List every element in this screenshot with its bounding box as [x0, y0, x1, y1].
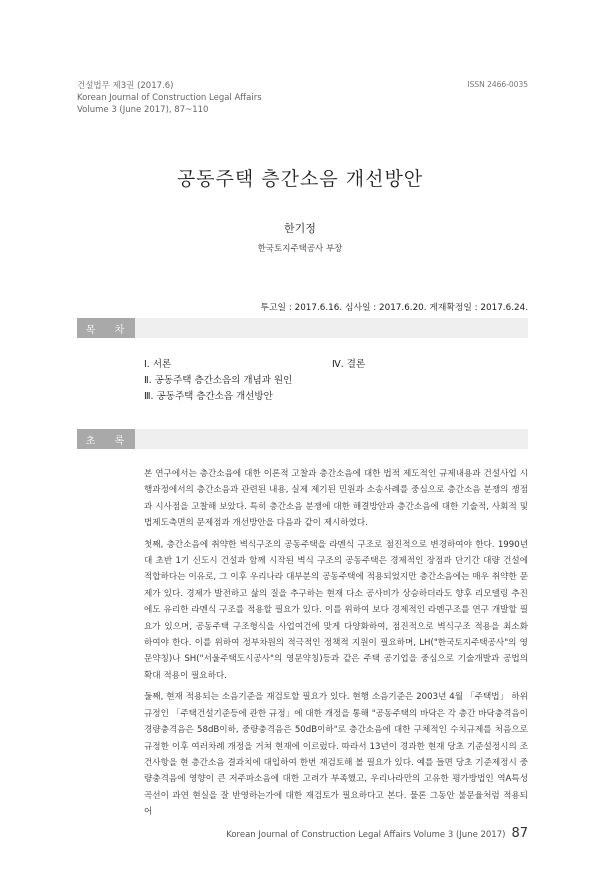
issn: ISSN 2466-0035 [467, 80, 528, 89]
toc-item: Ⅳ. 결론 [332, 359, 366, 370]
abstract-paragraph: 첫째, 층간소음에 취약한 벽식구조의 공동주택을 라멘식 구조로 점진적으로 변경하여야 한다. 1990년대 초반 1기 신도시 건설과 함께 시작된 벽식 구조의 공동주택은 경제적인 장점과 단기간 대량 건설에 적합하다는 이유로, 그 이후 우리나라 대부분의 공동주택에 적용되었지만 층간소음에는 매우 취약한 문제가 있다. 경제가 발전하고 삶의 질을 추구하는 현재 다소 공사비가 상승하더라도 향후 리모델링 추진에도 유리한 라멘식 구조를 적용할 필요가 있다. 이를 위하여 보다 경제적인 라멘구조를 연구 개발할 필요가 있으며, 공동주택 구조형식을 사업여건에 맞게 다양화하여, 점진적으로 벽식구조 적용을 최소화 하여야 한다. 이를 위하여 정부차원의 적극적인 정책적 지원이 필요하며, LH("한국토지주택공사"의 영문약칭)나 SH("서울주택도시공사"의 영문약칭)등과 같은 주택 공기업을 중심으로 기술개발과 공법의 확대 적용이 필요하다. [144, 539, 528, 681]
page-number: 87 [511, 826, 528, 841]
page-footer [226, 826, 528, 841]
journal-header [77, 80, 262, 116]
toc-section-bar [77, 318, 528, 338]
abstract-paragraph: 본 연구에서는 층간소음에 대한 이론적 고찰과 층간소음에 대한 법적 제도적인 규제내용과 건설사업 시행과정에서의 층간소음과 관련된 내용, 실제 제기된 민원과 소송사례를 중심으로 층간소음 분쟁의 쟁점과 시사점을 고찰해 보았다. 특히 층간소음 분쟁에 대한 해결방안과 층간소음에 대한 기술적, 사회적 및 법제도측면의 문제점과 개선방안을 다음과 같이 제시하였다. [144, 469, 528, 529]
abstract-section-bar [77, 429, 528, 449]
submission-dates: 투고일 : 2017.6.16. 심사일 : 2017.6.20. 게재확정일 : 2017.6.24. [260, 303, 528, 313]
paper-title: 공동주택 층간소음 개선방안 [176, 168, 424, 190]
toc-item: Ⅲ. 공동주택 층간소음 개선방안 [144, 391, 273, 402]
journal-header-volume: Volume 3 (June 2017), 87~110 [77, 105, 209, 115]
toc-label: 목 차 [77, 318, 135, 338]
abstract-paragraph: 둘째, 현재 적용되는 소음기준을 재검토할 필요가 있다. 현행 소음기준은 2003년 4월 「주택법」 하위 규정인 「주택건설기준등에 관한 규정」에 대한 개정을 통해 "공동주택의 바닥은 각 층간 바닥충격음이 경량충격음은 58dB이하, 중량충격음은 50dB이하"로 층간소음에 대한 구체적인 수치규제를 처음으로 규정한 이후 여러차례 개정을 거쳐 현재에 이르렀다. 따라서 13년이 경과한 현재 당초 기준설정시의 조건사항을 현 층간소음 결과치에 대입하여 한번 재검토해 볼 필요가 있다. 예를 들면 당초 기준제정시 중량충격음에 영향이 큰 저주파소음에 대한 고려가 부족했고, 우리나라만의 고유한 평가방법인 역A특성 곡선이 과연 현실을 잘 반영하는가에 대한 재검토가 필요하다고 본다. 물론 그동안 불문율처럼 적용되어 [144, 692, 528, 818]
footer-journal: Korean Journal of Construction Legal Affairs Volume 3 (June 2017) [226, 830, 506, 840]
journal-header-korean: 건설법무 제3권 (2017.6) [77, 81, 174, 91]
journal-header-english: Korean Journal of Construction Legal Affairs [77, 93, 262, 103]
author-affiliation: 한국토지주택공사 부장 [257, 244, 343, 254]
abstract-label: 초 록 [77, 429, 135, 449]
author-name: 한기정 [284, 222, 316, 235]
toc-item: Ⅰ. 서론 [144, 359, 172, 370]
toc-item: Ⅱ. 공동주택 층간소음의 개념과 원인 [144, 375, 293, 386]
abstract-body [144, 466, 528, 826]
